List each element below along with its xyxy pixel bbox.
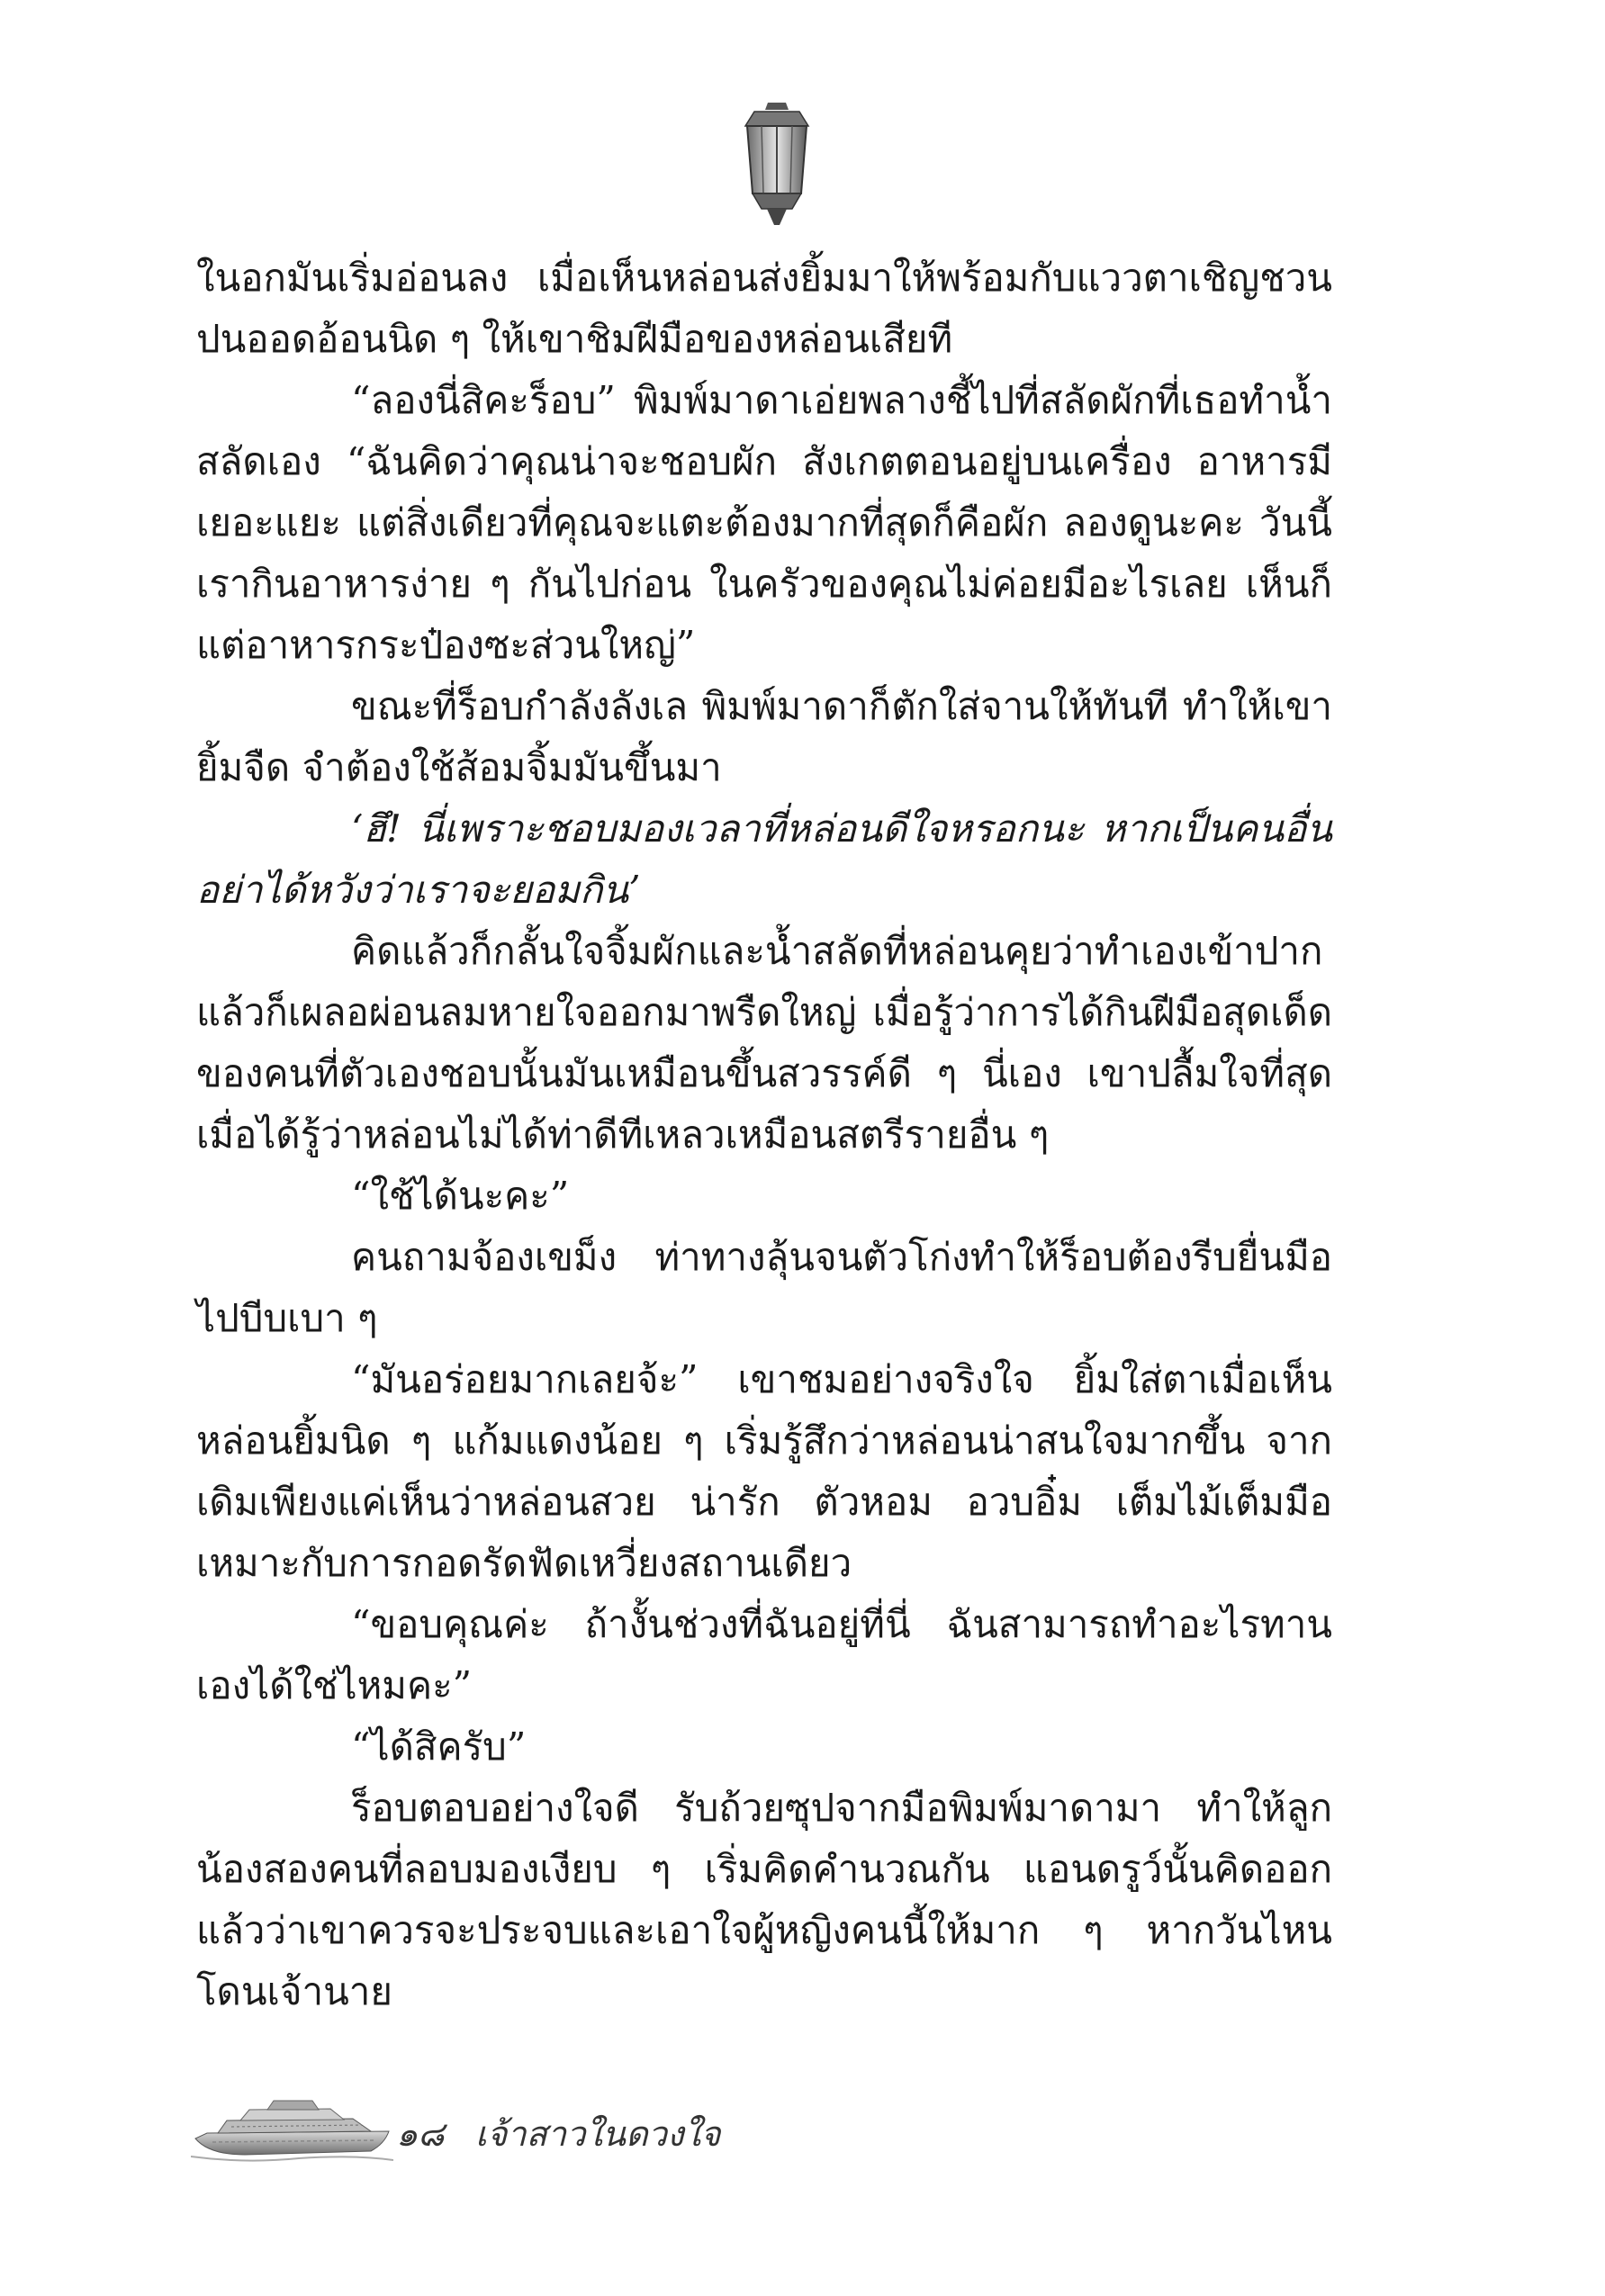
paragraph-2: “ลองนี่สิคะร็อบ” พิมพ์มาดาเอ่ยพลางชี้ไปที่สลัดผักที่เธอทำน้ำสลัดเอง “ฉันคิดว่าคุณน่าจะชอบผัก สังเกตตอนอยู่บนเครื่อง อาหารมีเยอะแยะ แต่สิ่งเดียวที่คุณจะแตะต้องมากที่สุดก็คือผัก ลองดูนะคะ วันนี้เรากินอาหารง่าย ๆ กันไปก่อน ในครัวของคุณไม่ค่อยมีอะไรเลย เห็นก็แต่อาหารกระป๋องซะส่วนใหญ่” — [196, 378, 1332, 667]
paragraph-4-thought: ‘ฮึ! นี่เพราะชอบมองเวลาที่หล่อนดีใจหรอกนะ หากเป็นคนอื่นอย่าได้หวังว่าเราจะยอมกิน’ — [196, 806, 1332, 912]
paragraph-1: ในอกมันเริ่มอ่อนลง เมื่อเห็นหล่อนส่งยิ้มมาให้พร้อมกับแววตาเชิญชวนปนออดอ้อนนิด ๆ ให้เขาชิมฝีมือของหล่อนเสียที — [196, 256, 1332, 361]
page-footer — [191, 2086, 1271, 2176]
cruise-ship-icon — [191, 2092, 393, 2164]
paragraph-10-dialogue: “ได้สิครับ” — [351, 1724, 527, 1769]
body-text — [196, 248, 1332, 2022]
paragraph-9-dialogue: “ขอบคุณค่ะ ถ้างั้นช่วงที่ฉันอยู่ที่นี่ ฉันสามารถทำอะไรทานเองได้ใช่ไหมคะ” — [196, 1602, 1332, 1707]
paragraph-3: ขณะที่ร็อบกำลังลังเล พิมพ์มาดาก็ตักใส่จานให้ทันที ทำให้เขายิ้มจืด จำต้องใช้ส้อมจิ้มมันขึ้นมา — [196, 684, 1332, 789]
lantern-icon — [727, 99, 826, 230]
paragraph-8: “มันอร่อยมากเลยจ้ะ” เขาชมอย่างจริงใจ ยิ้มใส่ตาเมื่อเห็นหล่อนยิ้มนิด ๆ แก้มแดงน้อย ๆ เริ่มรู้สึกว่าหล่อนน่าสนใจมากขึ้น จากเดิมเพียงแค่เห็นว่าหล่อนสวย น่ารัก ตัวหอม อวบอิ๋ม เต็มไม้เต็มมือเหมาะกับการกอดรัดฟัดเหวี่ยงสถานเดียว — [196, 1357, 1332, 1585]
paragraph-6-dialogue: “ใช้ได้นะคะ” — [351, 1174, 570, 1218]
paragraph-7: คนถามจ้องเขม็ง ท่าทางลุ้นจนตัวโก่งทำให้ร็อบต้องรีบยื่นมือไปบีบเบา ๆ — [196, 1235, 1332, 1340]
paragraph-5: คิดแล้วก็กลั้นใจจิ้มผักและน้ำสลัดที่หล่อนคุยว่าทำเองเข้าปาก แล้วก็เผลอผ่อนลมหายใจออกมาพรืดใหญ่ เมื่อรู้ว่าการได้กินฝีมือสุดเด็ดของคนที่ตัวเองชอบนั้นมันเหมือนขึ้นสวรรค์ดี ๆ นี่เอง เขาปลื้มใจที่สุด เมื่อได้รู้ว่าหล่อนไม่ได้ท่าดีทีเหลวเหมือนสตรีรายอื่น ๆ — [196, 929, 1332, 1157]
book-title: เจ้าสาวในดวงใจ — [475, 2114, 721, 2154]
page-number: ๑๘ — [396, 2114, 445, 2154]
paragraph-11: ร็อบตอบอย่างใจดี รับถ้วยซุปจากมือพิมพ์มาดามา ทำให้ลูกน้องสองคนที่ลอบมองเงียบ ๆ เริ่มคิดคำนวณกัน แอนดรูว์นั้นคิดออกแล้วว่าเขาควรจะประจบและเอาใจผู้หญิงคนนี้ให้มาก ๆ หากวันไหนโดนเจ้านาย — [196, 1786, 1332, 2013]
